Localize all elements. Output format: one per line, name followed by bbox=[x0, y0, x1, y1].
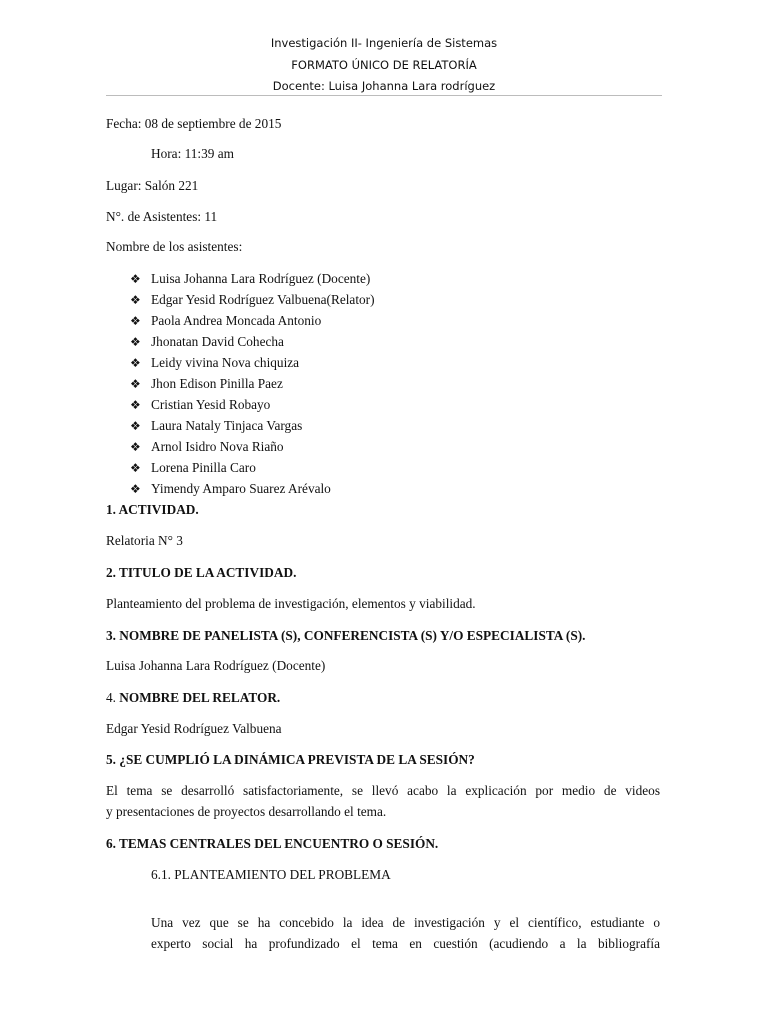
section-6-heading: 6. TEMAS CENTRALES DEL ENCUENTRO O SESIÓN. bbox=[106, 836, 439, 851]
list-item: Edgar Yesid Rodríguez Valbuena(Relator) bbox=[151, 292, 375, 307]
list-item: Lorena Pinilla Caro bbox=[151, 460, 256, 475]
list-item: Luisa Johanna Lara Rodríguez (Docente) bbox=[151, 271, 371, 286]
bullet-icon: ❖ bbox=[130, 293, 141, 307]
section-3-body: Luisa Johanna Lara Rodríguez (Docente) bbox=[106, 658, 326, 673]
list-item: Arnol Isidro Nova Riaño bbox=[151, 439, 284, 454]
header-course: Investigación II- Ingeniería de Sistemas bbox=[270, 36, 498, 50]
meta-attendee-count: N°. de Asistentes: 11 bbox=[106, 209, 218, 224]
section-5-body-line: El tema se desarrolló satisfactoriamente, se llevó acabo la explicación por medio de videos bbox=[106, 783, 660, 798]
section-3-heading: 3. NOMBRE DE PANELISTA (S), CONFERENCISTA (S) Y/O ESPECIALISTA (S). bbox=[106, 628, 586, 643]
list-item: Jhon Edison Pinilla Paez bbox=[151, 376, 283, 391]
list-item: Paola Andrea Moncada Antonio bbox=[151, 313, 322, 328]
subsection-6-1-heading: 6.1. PLANTEAMIENTO DEL PROBLEMA bbox=[151, 867, 391, 882]
header-teacher: Docente: Luisa Johanna Lara rodríguez bbox=[272, 79, 496, 93]
bullet-icon: ❖ bbox=[130, 440, 141, 454]
list-item: Yimendy Amparo Suarez Arévalo bbox=[151, 481, 331, 496]
bullet-icon: ❖ bbox=[130, 461, 141, 475]
bullet-icon: ❖ bbox=[130, 356, 141, 370]
list-item: Leidy vivina Nova chiquiza bbox=[151, 355, 300, 370]
bullet-icon: ❖ bbox=[130, 314, 141, 328]
section-4-number: 4. bbox=[106, 690, 120, 705]
bullet-icon: ❖ bbox=[130, 377, 141, 391]
list-item: Cristian Yesid Robayo bbox=[151, 397, 271, 412]
meta-attendees-label: Nombre de los asistentes: bbox=[106, 239, 243, 254]
section-5-heading: 5. ¿SE CUMPLIÓ LA DINÁMICA PREVISTA DE LA SESIÓN? bbox=[106, 752, 475, 767]
header-format-title: FORMATO ÚNICO DE RELATORÍA bbox=[291, 58, 477, 72]
section-4-heading bbox=[106, 690, 280, 706]
header-divider bbox=[106, 95, 662, 96]
subsection-6-1-body bbox=[151, 915, 660, 931]
bullet-icon: ❖ bbox=[130, 398, 141, 412]
list-item: Laura Nataly Tinjaca Vargas bbox=[151, 418, 303, 433]
subsection-6-1-body-2 bbox=[151, 936, 660, 952]
bullet-icon: ❖ bbox=[130, 272, 141, 286]
section-5-body-line: y presentaciones de proyectos desarrollando el tema. bbox=[106, 804, 387, 819]
section-4-body: Edgar Yesid Rodríguez Valbuena bbox=[106, 721, 282, 736]
section-4-title: NOMBRE DEL RELATOR. bbox=[119, 690, 281, 705]
meta-date: Fecha: 08 de septiembre de 2015 bbox=[106, 116, 282, 131]
list-item: Jhonatan David Cohecha bbox=[151, 334, 284, 349]
paragraph-line: experto social ha profundizado el tema en cuestión (acudiendo a la bibliografía bbox=[151, 936, 660, 951]
section-1-body: Relatoria N° 3 bbox=[106, 533, 183, 548]
bullet-icon: ❖ bbox=[130, 335, 141, 349]
meta-time: Hora: 11:39 am bbox=[151, 146, 234, 161]
section-2-heading: 2. TITULO DE LA ACTIVIDAD. bbox=[106, 565, 297, 580]
section-5-body bbox=[106, 783, 660, 799]
bullet-icon: ❖ bbox=[130, 482, 141, 496]
section-1-heading: 1. ACTIVIDAD. bbox=[106, 502, 199, 517]
paragraph-line: Una vez que se ha concebido la idea de investigación y el científico, estudiante o bbox=[151, 915, 660, 930]
meta-place: Lugar: Salón 221 bbox=[106, 178, 199, 193]
section-2-body: Planteamiento del problema de investigación, elementos y viabilidad. bbox=[106, 596, 476, 611]
bullet-icon: ❖ bbox=[130, 419, 141, 433]
